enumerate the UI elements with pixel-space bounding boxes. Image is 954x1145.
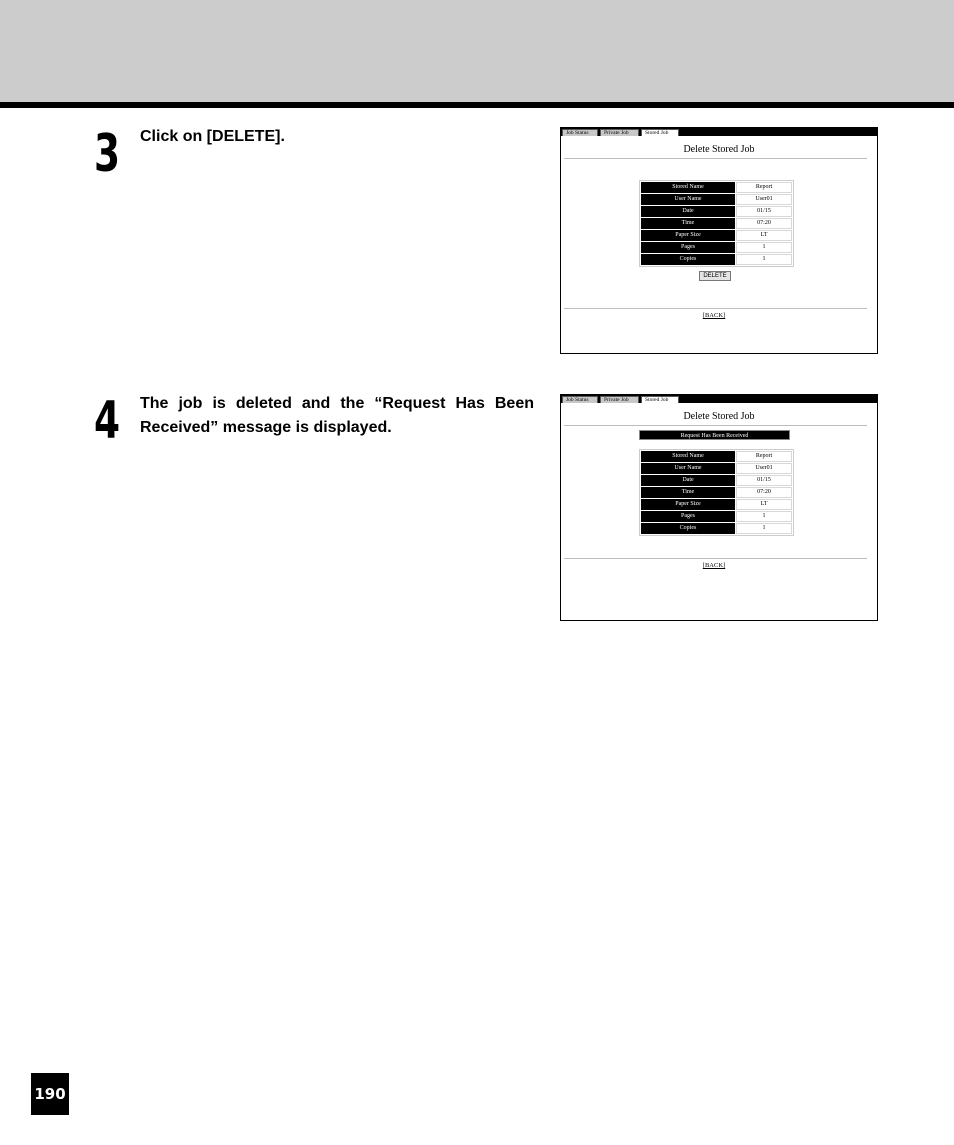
screenshot-request-received xyxy=(560,394,878,621)
divider xyxy=(564,425,867,426)
header-band xyxy=(0,0,954,102)
table-row: Stored Name Report xyxy=(641,451,792,462)
table-row: Copies 1 xyxy=(641,523,792,534)
tab-job-status[interactable]: Job Status xyxy=(562,129,598,136)
table-row: Pages 1 xyxy=(641,242,792,253)
screenshot-delete-stored-job xyxy=(560,127,878,354)
page-number: 190 xyxy=(31,1073,69,1115)
table-row: Date 01/15 xyxy=(641,475,792,486)
tab-bar xyxy=(561,395,877,403)
back-link[interactable]: [BACK] xyxy=(702,562,726,569)
table-row: User Name User01 xyxy=(641,463,792,474)
job-info-table xyxy=(639,180,794,267)
step-4-text: The job is deleted and the “Request Has Been Received” message is displayed. xyxy=(140,395,534,436)
table-row: Date 01/15 xyxy=(641,206,792,217)
delete-button[interactable]: DELETE xyxy=(699,271,731,281)
table-row: User Name User01 xyxy=(641,194,792,205)
step-3-number: 3 xyxy=(94,124,120,184)
header-rule xyxy=(0,102,954,108)
divider xyxy=(564,558,867,559)
back-link[interactable]: [BACK] xyxy=(702,312,726,319)
tab-stored-job[interactable]: Stored Job xyxy=(641,396,679,403)
divider xyxy=(564,308,867,309)
tab-bar xyxy=(561,128,877,136)
table-row: Time 07:20 xyxy=(641,487,792,498)
divider xyxy=(564,158,867,159)
step-4-number: 4 xyxy=(94,391,120,451)
tab-private-job[interactable]: Private Job xyxy=(600,129,639,136)
job-info-table xyxy=(639,449,794,536)
request-received-message: Request Has Been Received xyxy=(639,430,790,440)
table-row: Paper Size LT xyxy=(641,499,792,510)
table-row: Paper Size LT xyxy=(641,230,792,241)
tab-job-status[interactable]: Job Status xyxy=(562,396,598,403)
table-row: Pages 1 xyxy=(641,511,792,522)
tab-stored-job[interactable]: Stored Job xyxy=(641,129,679,136)
table-row: Time 07:20 xyxy=(641,218,792,229)
screen-title: Delete Stored Job xyxy=(683,411,755,422)
table-row: Stored Name Report xyxy=(641,182,792,193)
tab-private-job[interactable]: Private Job xyxy=(600,396,639,403)
table-row: Copies 1 xyxy=(641,254,792,265)
step-3-text: Click on [DELETE]. xyxy=(140,128,285,145)
screen-title: Delete Stored Job xyxy=(683,144,755,155)
